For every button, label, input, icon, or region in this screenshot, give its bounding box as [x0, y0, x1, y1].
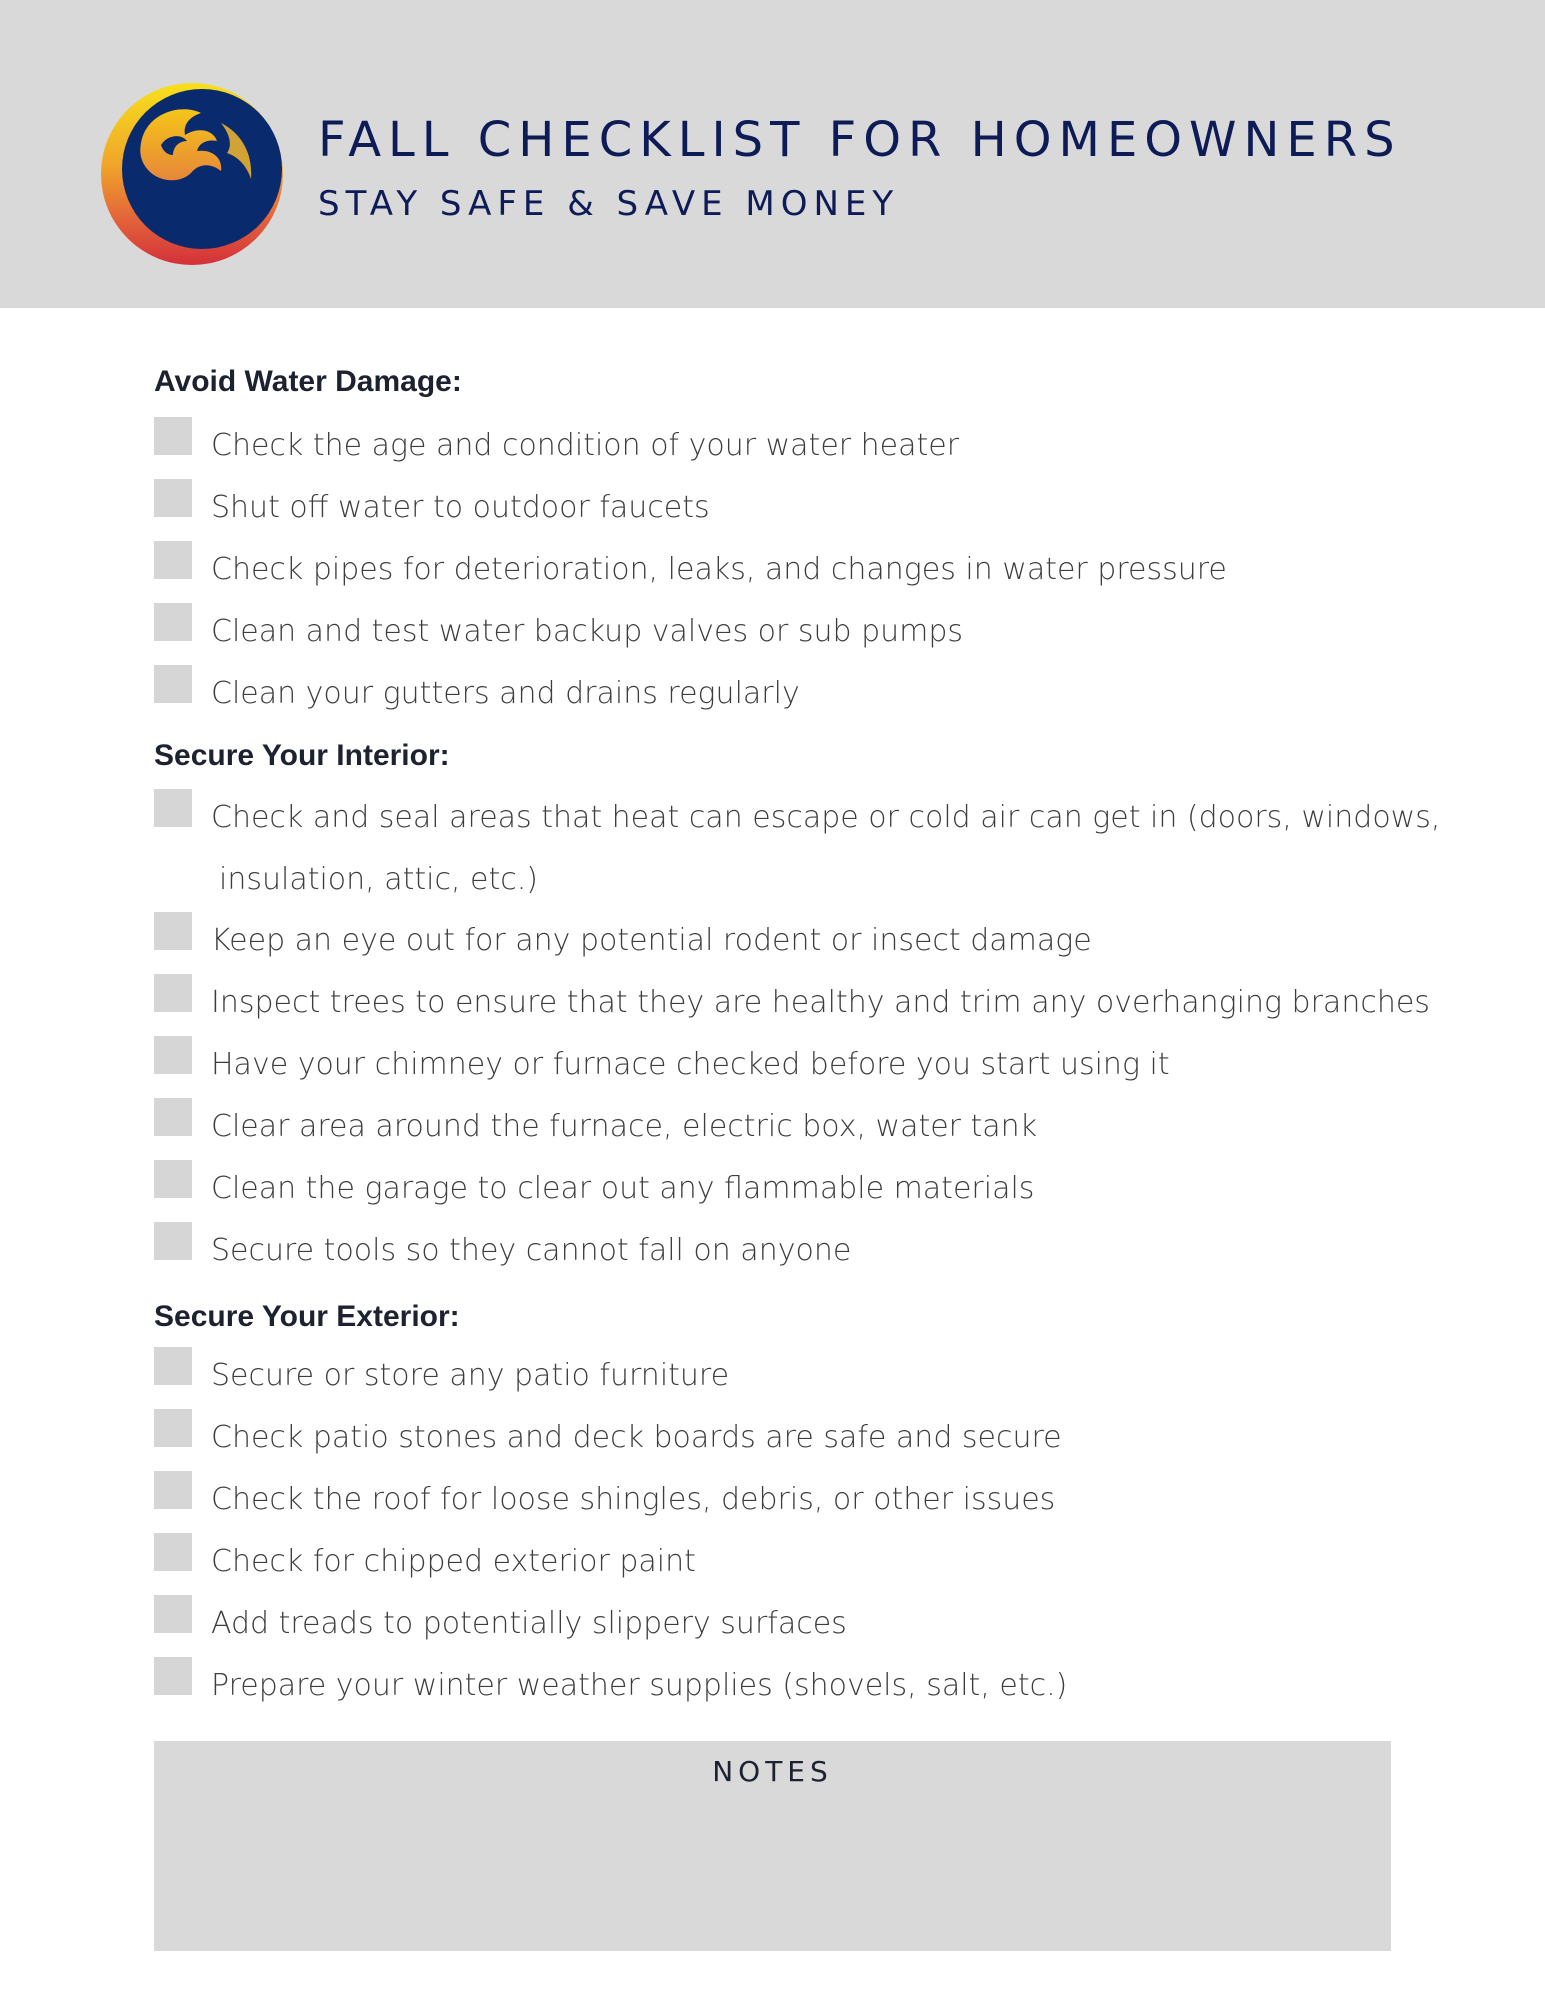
- checkbox-outdoor-faucets[interactable]: [154, 479, 192, 517]
- item-clean-garage: Clean the garage to clear out any flammable materials: [211, 1171, 1035, 1206]
- checkbox-patio-furniture[interactable]: [154, 1347, 192, 1385]
- item-seal-areas-continuation: insulation, attic, etc.): [219, 862, 539, 897]
- checkbox-gutters[interactable]: [154, 665, 192, 703]
- checkbox-winter-supplies[interactable]: [154, 1657, 192, 1695]
- header-band: [0, 0, 1545, 308]
- item-check-pipes: Check pipes for deterioration, leaks, and changes in water pressure: [211, 552, 1227, 587]
- item-rodent-damage: Keep an eye out for any potential rodent or insect damage: [211, 923, 1092, 958]
- item-inspect-trees: Inspect trees to ensure that they are healthy and trim any overhanging branches: [211, 985, 1430, 1020]
- checkbox-clear-area[interactable]: [154, 1098, 192, 1136]
- item-roof: Check the roof for loose shingles, debris, or other issues: [211, 1482, 1056, 1517]
- checkbox-water-heater[interactable]: [154, 417, 192, 455]
- checkbox-treads[interactable]: [154, 1595, 192, 1633]
- item-patio-stones: Check patio stones and deck boards are safe and secure: [211, 1420, 1062, 1455]
- item-gutters: Clean your gutters and drains regularly: [211, 676, 800, 711]
- checkbox-patio-stones[interactable]: [154, 1409, 192, 1447]
- item-seal-areas: Check and seal areas that heat can escape or cold air can get in (doors, windows,: [211, 800, 1441, 835]
- item-clear-area: Clear area around the furnace, electric box, water tank: [211, 1109, 1038, 1144]
- checkbox-secure-tools[interactable]: [154, 1222, 192, 1260]
- item-treads: Add treads to potentially slippery surfaces: [211, 1606, 847, 1641]
- item-patio-furniture: Secure or store any patio furniture: [211, 1358, 730, 1393]
- phoenix-logo-icon: [101, 83, 283, 265]
- section-heading-water-damage: Avoid Water Damage:: [154, 365, 462, 398]
- notes-box[interactable]: [154, 1741, 1391, 1951]
- section-heading-interior: Secure Your Interior:: [154, 739, 450, 772]
- checkbox-exterior-paint[interactable]: [154, 1533, 192, 1571]
- checkbox-chimney[interactable]: [154, 1036, 192, 1074]
- item-chimney: Have your chimney or furnace checked before you start using it: [211, 1047, 1170, 1082]
- item-water-heater: Check the age and condition of your water heater: [211, 428, 960, 463]
- checkbox-seal-areas[interactable]: [154, 789, 192, 827]
- item-outdoor-faucets: Shut off water to outdoor faucets: [211, 490, 710, 525]
- checkbox-roof[interactable]: [154, 1471, 192, 1509]
- checkbox-inspect-trees[interactable]: [154, 974, 192, 1012]
- notes-label: NOTES: [712, 1755, 833, 1788]
- checkbox-backup-valves[interactable]: [154, 603, 192, 641]
- item-secure-tools: Secure tools so they cannot fall on anyone: [211, 1233, 852, 1268]
- item-backup-valves: Clean and test water backup valves or sub pumps: [211, 614, 964, 649]
- page-title: FALL CHECKLIST FOR HOMEOWNERS: [318, 112, 1402, 168]
- checkbox-check-pipes[interactable]: [154, 541, 192, 579]
- item-winter-supplies: Prepare your winter weather supplies (shovels, salt, etc.): [211, 1668, 1068, 1703]
- checkbox-rodent-damage[interactable]: [154, 912, 192, 950]
- item-exterior-paint: Check for chipped exterior paint: [211, 1544, 696, 1579]
- checkbox-clean-garage[interactable]: [154, 1160, 192, 1198]
- page-subtitle: STAY SAFE & SAVE MONEY: [318, 184, 900, 224]
- section-heading-exterior: Secure Your Exterior:: [154, 1300, 460, 1333]
